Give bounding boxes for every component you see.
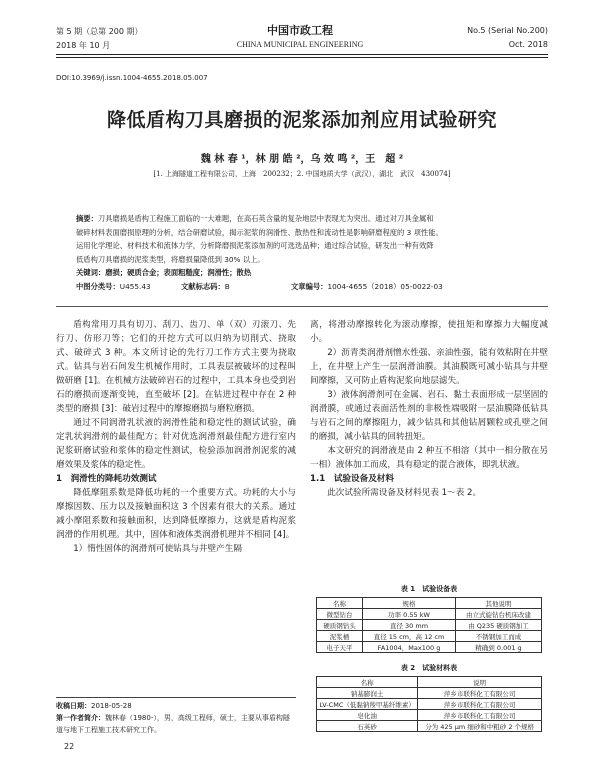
table-row bbox=[317, 620, 542, 631]
table-cell: FA1004，Max100 g bbox=[363, 642, 456, 653]
table-row bbox=[317, 721, 542, 732]
journal-title-en: CHINA MUNICIPAL ENGINEERING bbox=[236, 40, 364, 49]
table-row bbox=[317, 688, 542, 699]
right-paragraph-4: 本文研究的润滑液是由 2 种互不相溶（其中一相分散在另一相）液体加工而成，具有稳定的混合液体，即乳状液。 bbox=[310, 446, 548, 470]
table-row bbox=[317, 631, 542, 642]
right-column bbox=[310, 318, 548, 500]
table-1-header: 规格 bbox=[363, 598, 456, 609]
section-1-paragraph-2: 1）惰性固体的润滑剂可使钻具与井壁产生隔 bbox=[73, 544, 242, 554]
table-2 bbox=[316, 661, 542, 732]
section-1-paragraph-1: 降低摩阻系数是降低功耗的一个重要方式。功耗的大小与摩擦因数、压力以及接触面积这 3 个因素有很大的关系。通过减小摩阻系数和接触面积，达到降低摩擦力，这就是盾构泥浆润滑的作用机理。其中，固体和液体类润滑机理并不相同 [4]。 bbox=[56, 488, 296, 540]
received-date: 收稿日期：2018-05-28 bbox=[56, 702, 132, 710]
right-paragraph-continued: 离，将滑动摩擦转化为滚动摩擦，使扭矩和摩擦力大幅度减小。 bbox=[310, 320, 548, 344]
header-issue-cn: 第 5 期（总第 200 期） bbox=[56, 27, 143, 36]
abstract-line-2: 破碎材料表面磨损原理的分析，结合研磨试验，揭示泥浆的润滑性、散热性和流动性是影响研磨程度的 3 项性能。 bbox=[76, 227, 443, 237]
abstract-rule bbox=[56, 306, 548, 307]
table-row bbox=[317, 699, 542, 710]
table-2-header-row bbox=[317, 677, 542, 688]
table-1-header: 其他说明 bbox=[455, 598, 541, 609]
table-cell: 由立式旋钻台机床改建 bbox=[455, 609, 541, 620]
table-cell: 电子天平 bbox=[317, 642, 363, 653]
table-1 bbox=[316, 582, 542, 653]
section-1-heading: 1 润滑性的降耗功效测试 bbox=[56, 474, 157, 484]
table-2-caption: 表 2 试验材料表 bbox=[400, 664, 458, 672]
table-cell: 由 Q235 硬质钢加工 bbox=[455, 620, 541, 631]
left-column bbox=[56, 318, 296, 556]
footnote bbox=[56, 700, 296, 736]
intro-paragraph-2: 通过不同润滑乳状液的润滑性能和稳定性的测试试验，确定乳状润滑剂的最佳配方；针对优选润滑剂最佳配方进行室内泥浆研磨试验和浆体的稳定性测试，检验添加润滑剂泥浆的减磨效果及浆体的稳定性。 bbox=[56, 418, 296, 470]
abstract-line-3: 运用化学理论、材料技术和流体力学，分析降磨损泥浆添加剂的可选选品种；通过综合试验，研发出一种有效降 bbox=[76, 241, 434, 250]
keywords: 关键词：磨损；硬质合金；表面粗糙度；润滑性；散热 bbox=[76, 268, 252, 277]
table-1-header: 名称 bbox=[317, 598, 363, 609]
journal-logo-cn: 中国市政工程 bbox=[267, 24, 333, 37]
table-cell: 皂化油 bbox=[317, 710, 418, 721]
table-cell: 不锈钢加工而成 bbox=[455, 631, 541, 642]
table-cell: 分为 425 μm 细砂和中粗砂 2 个规格 bbox=[418, 721, 542, 732]
table-cell: 功率 0.55 kW bbox=[363, 609, 456, 620]
table-cell: 直径 15 cm，高 12 cm bbox=[363, 631, 456, 642]
paper-title: 降低盾构刀具磨损的泥浆添加剂应用试验研究 bbox=[106, 109, 497, 131]
table-cell: 精确到 0.001 g bbox=[455, 642, 541, 653]
authors: 魏 林 春 ¹，林 朋 皓 ²，乌 效 鸣 ²，王 超 ² bbox=[200, 154, 404, 165]
header-rule-thin bbox=[56, 57, 548, 58]
table-row bbox=[317, 642, 542, 653]
table-cell: 硬质钢钻头 bbox=[317, 620, 363, 631]
intro-paragraph-1: 盾构常用刀具有切刀、刮刀、齿刀、单（双）刃滚刀、先行刀、仿形刀等；它们的开挖方式可以归纳为切削式、挠取式、破碎式 3 种。本文所讨论的先行刀工作方式主要为挠取式。钻具与岩石间发生机械作用时，工具表层被破坏的过程叫做研磨 [1]。在机械方法破碎岩石的过程中，工具本身也受到岩石的磨损而逐渐变钝，直至破坏 [2]。在钻进过程中存在 2 种类型的磨损 [3]：破岩过程中的摩擦磨损与磨粒磨损。 bbox=[56, 320, 296, 414]
table-cell: 钠基膨润土 bbox=[317, 688, 418, 699]
table-cell: 萍乡市联科化工有限公司 bbox=[418, 710, 542, 721]
table-cell: 萍乡市联科化工有限公司 bbox=[418, 699, 542, 710]
table-1-header-row bbox=[317, 598, 542, 609]
table-cell: 石英砂 bbox=[317, 721, 418, 732]
classification-line: 中图分类号：U455.43 文献标志码：B 文章编号：1004-4655（2018）05-0022-03 bbox=[76, 281, 443, 291]
table-cell: 泥浆桶 bbox=[317, 631, 363, 642]
section-1-1-heading: 1.1 试验设备及材料 bbox=[310, 474, 394, 484]
table-cell: 萍乡市联科化工有限公司 bbox=[418, 688, 542, 699]
doi: DOI:10.3969/j.issn.1004-4655.2018.05.007 bbox=[56, 74, 208, 82]
footnote-rule bbox=[56, 697, 296, 698]
header-rule bbox=[56, 54, 548, 55]
header-issue-en: No.5 (Serial No.200) bbox=[467, 26, 548, 35]
table-2-header: 说明 bbox=[418, 677, 542, 688]
table-row bbox=[317, 609, 542, 620]
header-date-cn: 2018 年 10 月 bbox=[56, 41, 111, 50]
abstract-line-4: 低盾构刀具磨损的泥浆类型，将磨损量降低到 30% 以上。 bbox=[76, 254, 265, 264]
abstract-block bbox=[76, 212, 536, 293]
author-bio: 第一作者简介：魏林春（1980-），男，高级工程师，硕士，主要从事盾构隧道与地下工程施工技术研究工作。 bbox=[56, 714, 290, 734]
header-date-en: Oct. 2018 bbox=[508, 40, 548, 49]
table-row bbox=[317, 710, 542, 721]
right-paragraph-3: 3）液体润滑剂可在金属、岩石、黏土表面形成一层坚固的润滑膜，或通过表面活性剂的非极性端吸附一层油膜降低钻具与岩石之间的摩擦阻力，减少钻具和其他钻屑颗粒或孔壁之间的磨损，减小钻具的回转扭矩。 bbox=[310, 390, 548, 442]
page-number: 22 bbox=[64, 742, 75, 751]
table-2-header: 名称 bbox=[317, 677, 418, 688]
table-cell: 微型钻台 bbox=[317, 609, 363, 620]
section-1-1-paragraph: 此次试验所需设备及材料见表 1～表 2。 bbox=[327, 488, 482, 498]
table-1-caption: 表 1 试验设备表 bbox=[400, 585, 458, 593]
affiliations: [1. 上海隧道工程有限公司，上海 200232；2. 中国地质大学（武汉），湖北 武汉 430074] bbox=[153, 170, 451, 178]
table-cell: 直径 30 mm bbox=[363, 620, 456, 631]
table-cell: LV-CMC（低黏钠羧甲基纤维素） bbox=[317, 699, 418, 710]
abstract-line-1: 摘要：刀具磨损是盾构工程施工面临的一大难题，在高石英含量的复杂地层中表现尤为突出。通过对刀具金属和 bbox=[76, 214, 434, 223]
right-paragraph-2: 2）沥青类润滑剂憎水性强、亲油性强，能有效粘附在井壁上，在井壁上产生一层润滑油膜。其油膜既可减小钻具与井壁间摩擦，又可防止盾构泥浆向地层滤失。 bbox=[310, 348, 548, 386]
